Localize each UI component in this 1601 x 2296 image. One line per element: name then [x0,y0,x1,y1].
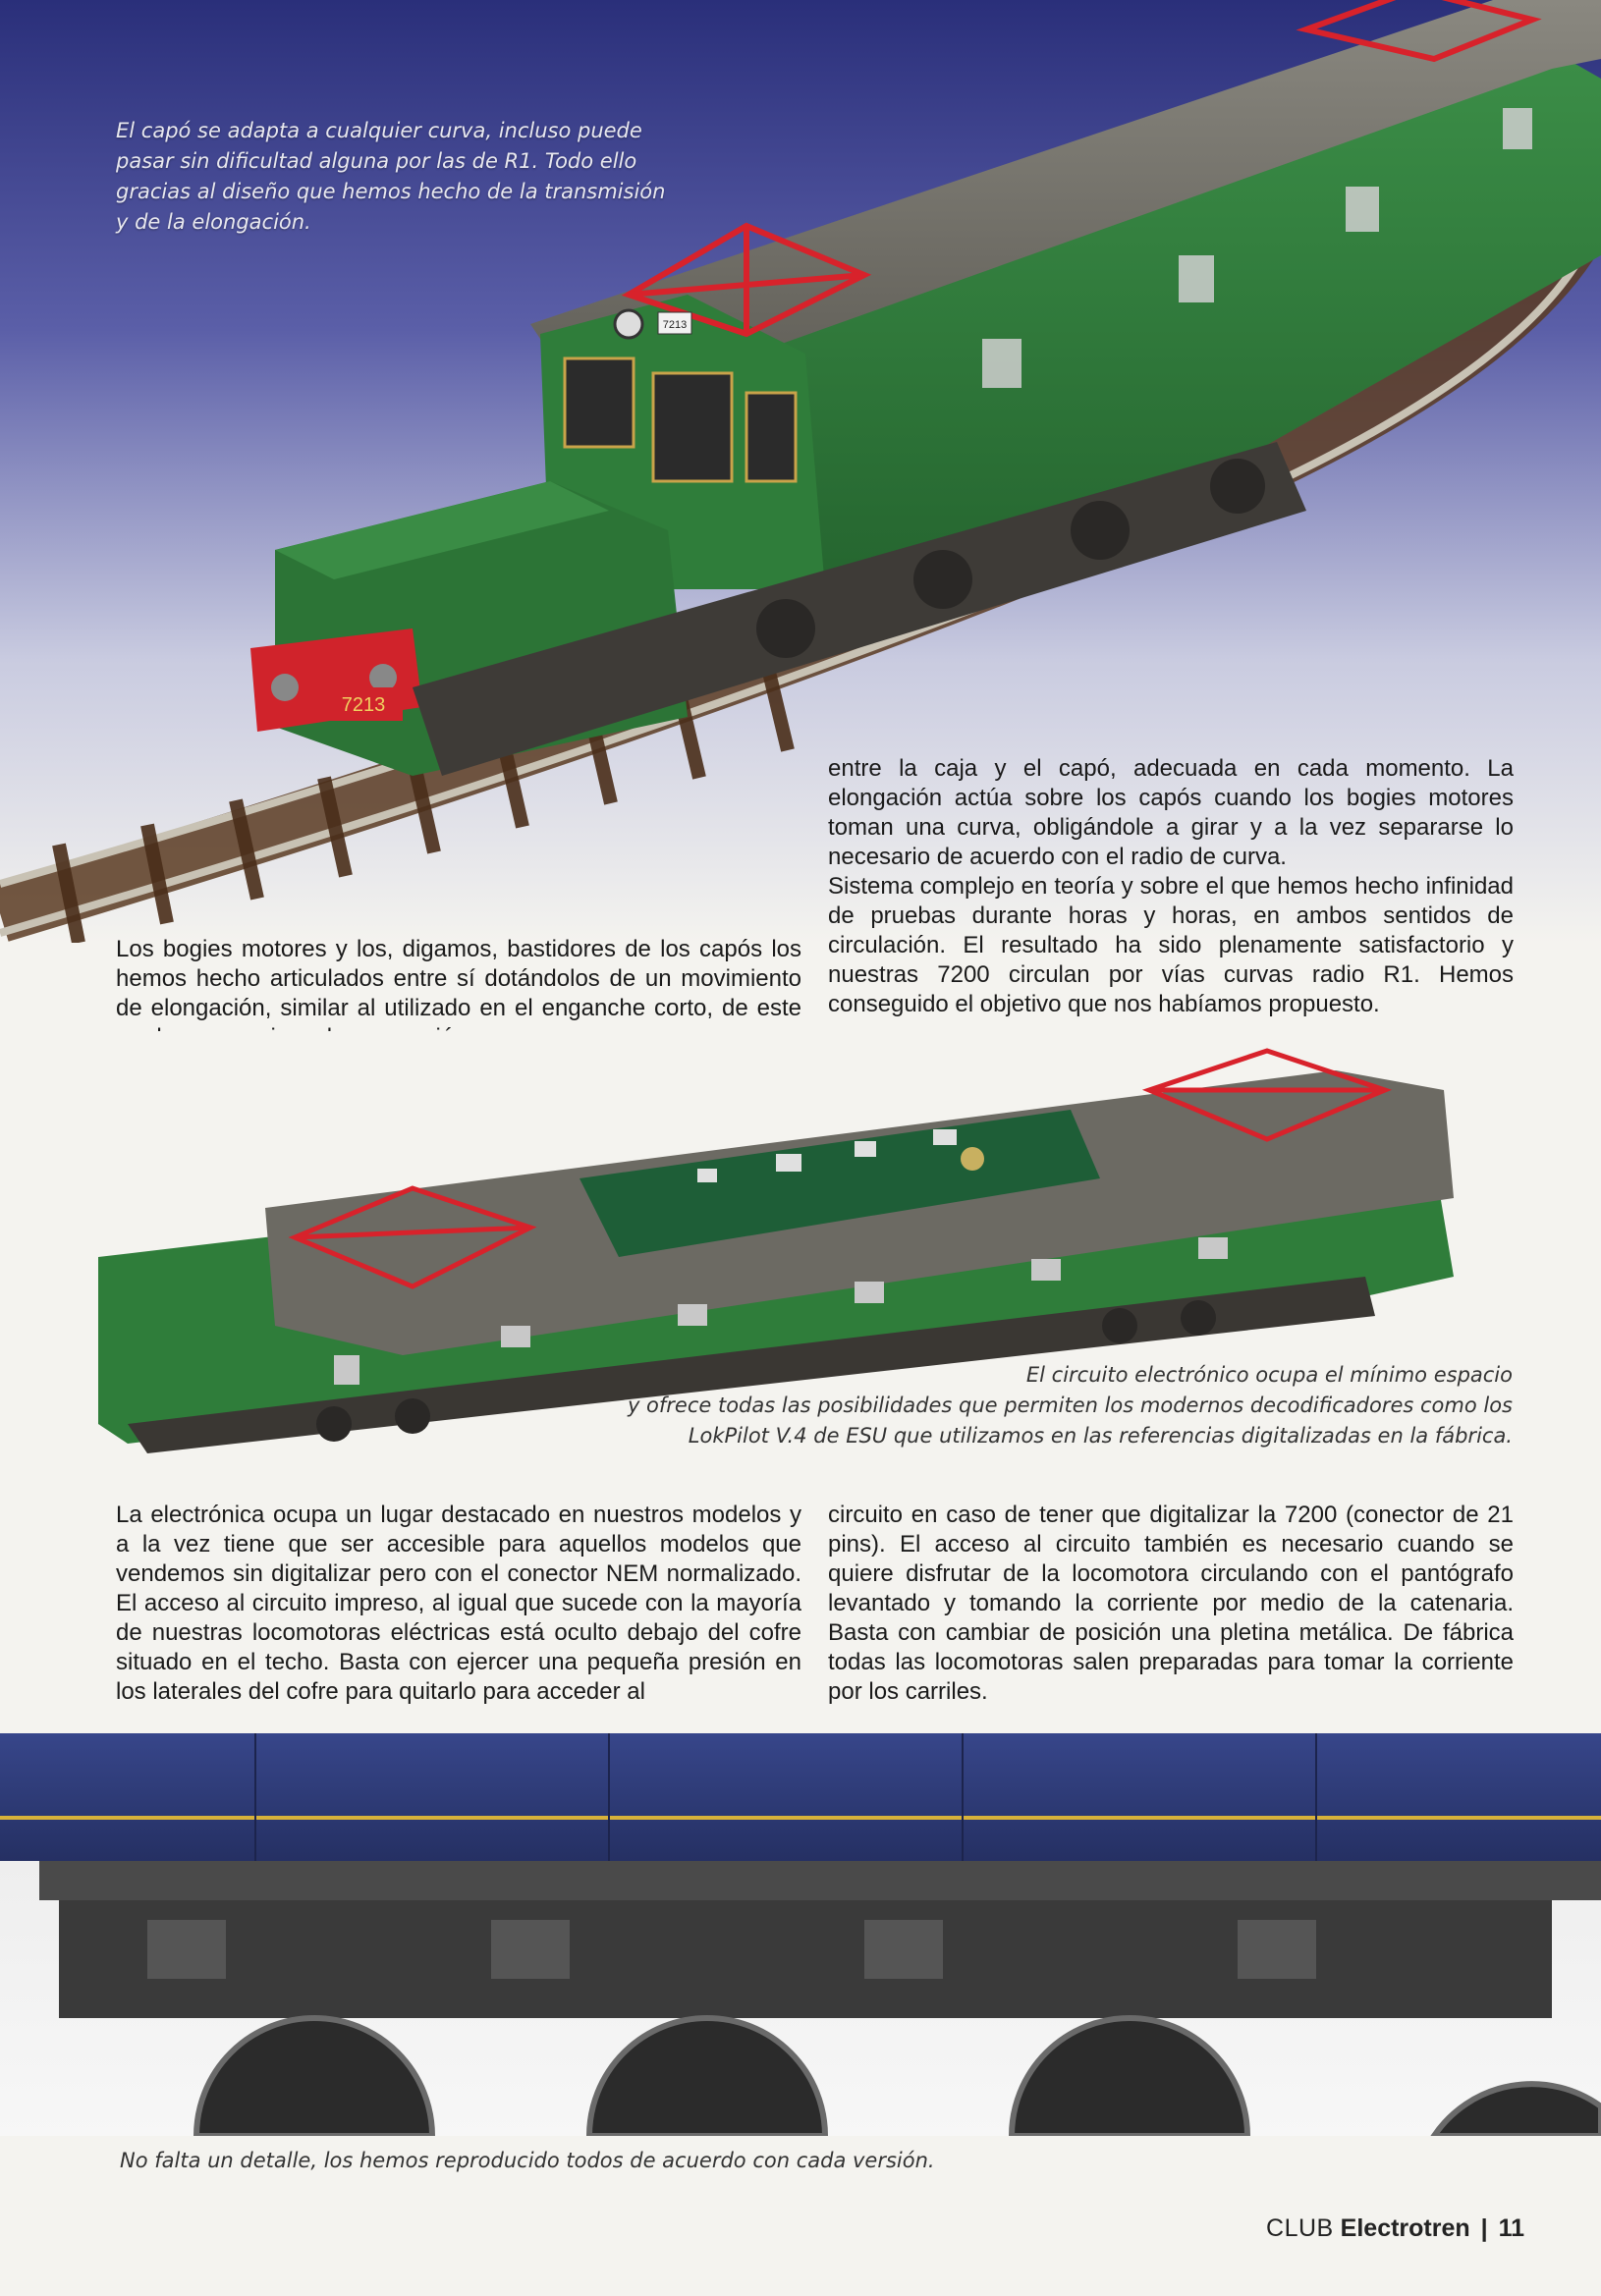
footer-club: CLUB [1266,2214,1334,2242]
footer-brand: Electrotren [1340,2214,1470,2242]
text-block-1-right [828,754,1514,1019]
caption-middle [530,1360,1513,1451]
paragraph-electronics: La electrónica ocupa un lugar destacado en nuestros modelos y a la vez tiene que ser accesible para aquellos modelos que vendemos sin digitalizar pero con el conector NEM normalizado. El acceso al circuito impreso, al igual que sucede con la mayoría de nuestras locomotoras eléctricas está oculto debajo del cofre situado en el techo. Basta con ejercer una pequeña presión en los laterales del cofre para quitarlo para acceder al [116,1502,801,1705]
page-footer [1266,2214,1524,2243]
caption-middle-line1: El circuito electrónico ocupa el mínimo espacio [1025,1363,1513,1387]
footer-separator: | [1480,2214,1488,2242]
page-number: 11 [1498,2214,1524,2242]
paragraph-elongation: entre la caja y el capó, adecuada en cada momento. La elongación actúa sobre los capós cuando los bogies motores toman una curva, obligándole a girar y a la vez separarse lo necesario de acuerdo con el radio de curva. [828,755,1514,870]
caption-middle-line3: LokPilot V.4 de ESU que utilizamos en las referencias digitalizadas en la fábrica. [688,1424,1513,1448]
front-number: 7213 [341,694,386,716]
caption-top: El capó se adapta a cualquier curva, incluso puede pasar sin dificultad alguna por las de R1. Todo ello gracias al diseño que hemos hecho de la transmisión y de la elongación. [116,119,666,234]
caption-bottom: No falta un detalle, los hemos reproducido todos de acuerdo con cada versión. [120,2149,935,2172]
cab-number-plate: 7213 [662,319,688,331]
caption-middle-line2: y ofrece todas las posibilidades que permiten los modernos decodificadores como los [627,1394,1513,1417]
bogie-closeup-illustration [0,1733,1601,2136]
text-block-2-left [116,1501,801,1707]
text-block-2-right [828,1501,1514,1707]
bottom-bogie-photo [0,1733,1601,2136]
paragraph-bogies: Los bogies motores y los, digamos, bastidores de los capós los hemos hecho articulados entre sí dotándolos de un movimiento de elongación, similar al utilizado en el enganche corto, de este [116,936,801,1021]
paragraph-system: Sistema complejo en teoría y sobre el que hemos hecho infinidad de pruebas durante horas y horas, en ambos sentidos de circulación. El resultado ha sido plenamente satisfactorio y nuestras 7200 circulan por vías curvas radio R1. Hemos conseguido el objetivo que nos habíamos propuesto. [828,873,1514,1017]
paragraph-circuit-access: circuito en caso de tener que digitalizar la 7200 (conector de 21 pins). El acceso al circuito también es necesario cuando se quiere disfrutar de la locomotora circulando con el pantógrafo levantado y tomando la corriente por medio de la catenaria. Basta con cambiar de posición una pletina metálica. De fábrica todas las locomotoras salen preparadas para tomar la corriente por los carriles. [828,1502,1514,1705]
